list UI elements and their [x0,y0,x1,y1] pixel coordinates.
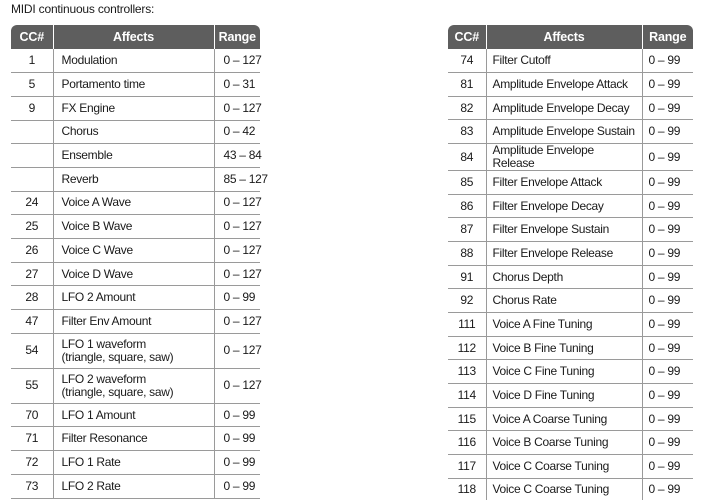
affects-label: FX Engine [61,100,115,115]
affects-label: Filter Envelope Attack [492,174,602,189]
affects-cell [53,49,214,73]
table-row [448,242,693,266]
range-cell: 0 – 99 [214,286,260,310]
cc-number-cell [11,120,53,144]
table-row [448,384,693,408]
affects-cell [486,407,642,431]
range-cell: 0 – 99 [642,49,693,73]
range-cell: 0 – 127 [214,96,260,120]
range-cell: 0 – 31 [214,73,260,97]
cc-number-cell [11,167,53,191]
range-cell: 0 – 127 [214,310,260,334]
range-cell: 0 – 99 [642,265,693,289]
table-row [448,171,693,195]
range-cell: 0 – 99 [642,289,693,313]
cc-number-cell: 71 [11,427,53,451]
range-cell: 0 – 99 [642,194,693,218]
affects-label: Chorus [61,124,99,139]
affects-cell [486,313,642,337]
table-row [11,310,260,334]
table-row [448,96,693,120]
affects-label: Voice A Fine Tuning [492,316,593,331]
range-cell: 0 – 99 [214,427,260,451]
cc-number-cell: 9 [11,96,53,120]
cc-number-cell [11,144,53,168]
table-row [11,427,260,451]
affects-label: Amplitude Envelope Decay [492,100,630,115]
affects-label: LFO 2 waveform [61,371,146,386]
table-row [11,403,260,427]
affects-cell [486,194,642,218]
range-cell: 0 – 42 [214,120,260,144]
range-cell: 0 – 99 [642,144,693,171]
table-row [448,265,693,289]
range-cell: 0 – 99 [642,96,693,120]
table-row [448,289,693,313]
affects-label: LFO 1 Amount [61,407,136,422]
affects-label: Voice C Coarse Tuning [492,458,609,473]
affects-cell [53,451,214,475]
affects-label: Filter Resonance [61,431,148,446]
range-cell: 0 – 127 [214,191,260,215]
table-row [448,313,693,337]
range-cell: 0 – 99 [214,474,260,498]
cc-number-cell: 27 [11,262,53,286]
cc-number-cell: 112 [448,336,486,360]
table-header-row [11,25,260,49]
range-cell: 0 – 127 [214,262,260,286]
affects-note: (triangle, square, saw) [61,384,174,399]
table-row [448,120,693,144]
range-cell: 0 – 99 [214,403,260,427]
cc-number-cell: 113 [448,360,486,384]
cc-number-cell: 86 [448,194,486,218]
cc-number-cell: 88 [448,242,486,266]
table-row [448,360,693,384]
table-row [11,49,260,73]
affects-cell [486,478,642,500]
affects-label: Voice B Coarse Tuning [492,435,609,450]
cc-number-cell: 84 [448,144,486,171]
cc-number-cell: 73 [11,474,53,498]
range-cell: 0 – 99 [642,218,693,242]
header-affects: Affects [486,25,642,49]
affects-label: LFO 2 Amount [61,290,136,305]
cc-number-cell: 1 [11,49,53,73]
affects-cell [53,368,214,403]
affects-label: LFO 2 Rate [61,478,121,493]
affects-cell [53,310,214,334]
table-row [448,49,693,73]
affects-cell [53,262,214,286]
affects-label: Filter Envelope Release [492,245,614,260]
range-cell: 0 – 99 [642,242,693,266]
affects-label: Voice A Wave [61,195,131,210]
table-row [11,120,260,144]
affects-cell [53,474,214,498]
table-row [11,451,260,475]
cc-number-cell: 114 [448,384,486,408]
range-cell: 0 – 99 [642,73,693,97]
range-cell: 0 – 127 [214,239,260,263]
range-cell: 43 – 84 [214,144,260,168]
affects-label: Amplitude Envelope Sustain [492,124,635,139]
table-row [11,239,260,263]
cc-table-left [11,25,268,499]
range-cell: 0 – 99 [642,313,693,337]
cc-number-cell: 82 [448,96,486,120]
affects-cell [53,286,214,310]
range-cell: 0 – 127 [214,49,260,73]
range-cell: 0 – 99 [642,336,693,360]
table-row [448,218,693,242]
affects-cell [53,120,214,144]
table-row [448,478,693,500]
affects-cell [486,265,642,289]
table-row [11,215,260,239]
cc-number-cell: 115 [448,407,486,431]
affects-cell [486,360,642,384]
header-range: Range [642,25,693,49]
affects-cell [53,167,214,191]
cc-number-cell: 92 [448,289,486,313]
cc-number-cell: 85 [448,171,486,195]
affects-cell [486,49,642,73]
table-header-row [448,25,693,49]
cc-number-cell: 87 [448,218,486,242]
affects-label: Voice D Wave [61,266,133,281]
cc-number-cell: 74 [448,49,486,73]
affects-cell [53,239,214,263]
affects-label: Ensemble [61,148,113,163]
range-cell: 0 – 99 [642,407,693,431]
affects-label: Voice D Fine Tuning [492,387,595,402]
cc-number-cell: 111 [448,313,486,337]
affects-label: Filter Cutoff [492,53,551,68]
cc-number-cell: 81 [448,73,486,97]
cc-number-cell: 26 [11,239,53,263]
affects-cell [486,336,642,360]
table-row [11,144,260,168]
affects-cell [53,96,214,120]
cc-number-cell: 28 [11,286,53,310]
range-cell: 0 – 99 [642,384,693,408]
range-cell: 0 – 127 [214,333,260,368]
affects-label: Portamento time [61,77,146,92]
affects-label: Voice A Coarse Tuning [492,411,607,426]
affects-label: Reverb [61,171,99,186]
cc-number-cell: 47 [11,310,53,334]
affects-cell [486,289,642,313]
affects-label: Amplitude Envelope Release [492,143,594,171]
range-cell: 0 – 127 [214,368,260,403]
page-heading: MIDI continuous controllers: [11,2,155,16]
affects-cell [53,403,214,427]
range-cell: 0 – 99 [642,171,693,195]
range-cell: 0 – 99 [642,360,693,384]
range-cell: 0 – 99 [642,120,693,144]
header-cc: CC# [448,25,486,49]
cc-table-right [448,25,693,500]
affects-cell [486,242,642,266]
cc-number-cell: 72 [11,451,53,475]
table-row [11,96,260,120]
affects-cell [486,120,642,144]
cc-number-cell: 54 [11,333,53,368]
affects-cell [486,455,642,479]
header-cc: CC# [11,25,53,49]
affects-note: (triangle, square, saw) [61,349,174,364]
affects-cell [486,171,642,195]
affects-cell [53,191,214,215]
cc-number-cell: 83 [448,120,486,144]
affects-label: Filter Envelope Sustain [492,222,609,237]
header-affects: Affects [53,25,214,49]
cc-number-cell: 70 [11,403,53,427]
cc-number-cell: 91 [448,265,486,289]
affects-label: LFO 1 waveform [61,336,146,351]
affects-label: Voice C Wave [61,242,133,257]
range-cell: 0 – 127 [214,215,260,239]
table-row [11,73,260,97]
cc-number-cell: 24 [11,191,53,215]
table-row [448,144,693,171]
table-row [11,333,260,368]
affects-label: Amplitude Envelope Attack [492,76,628,91]
affects-label: Modulation [61,53,118,68]
affects-label: Voice B Fine Tuning [492,340,594,355]
cc-number-cell: 117 [448,455,486,479]
affects-label: Voice C Fine Tuning [492,364,595,379]
cc-number-cell: 25 [11,215,53,239]
affects-cell [486,431,642,455]
affects-label: Filter Envelope Decay [492,198,604,213]
affects-label: Filter Env Amount [61,313,152,328]
affects-cell [486,96,642,120]
affects-cell [53,427,214,451]
affects-cell [486,144,642,171]
range-cell: 0 – 99 [642,455,693,479]
table-row [448,407,693,431]
cc-number-cell: 5 [11,73,53,97]
cc-number-cell: 118 [448,478,486,500]
table-row [448,431,693,455]
range-cell: 0 – 99 [214,451,260,475]
table-row [448,455,693,479]
affects-cell [486,384,642,408]
affects-cell [53,333,214,368]
affects-cell [53,144,214,168]
affects-label: Voice B Wave [61,219,133,234]
range-cell: 0 – 99 [642,478,693,500]
table-row [11,286,260,310]
affects-cell [53,73,214,97]
cc-number-cell: 55 [11,368,53,403]
affects-cell [53,215,214,239]
table-row [11,474,260,498]
header-range: Range [214,25,260,49]
affects-label: Voice C Coarse Tuning [492,482,609,497]
table-row [448,194,693,218]
range-cell: 85 – 127 [214,167,260,191]
table-row [448,73,693,97]
table-row [11,191,260,215]
table-row [11,262,260,286]
table-row [448,336,693,360]
table-row [11,368,260,403]
range-cell: 0 – 99 [642,431,693,455]
affects-cell [486,218,642,242]
affects-label: Chorus Depth [492,269,563,284]
cc-number-cell: 116 [448,431,486,455]
affects-cell [486,73,642,97]
affects-label: LFO 1 Rate [61,454,121,469]
table-row [11,167,260,191]
affects-label: Chorus Rate [492,293,557,308]
